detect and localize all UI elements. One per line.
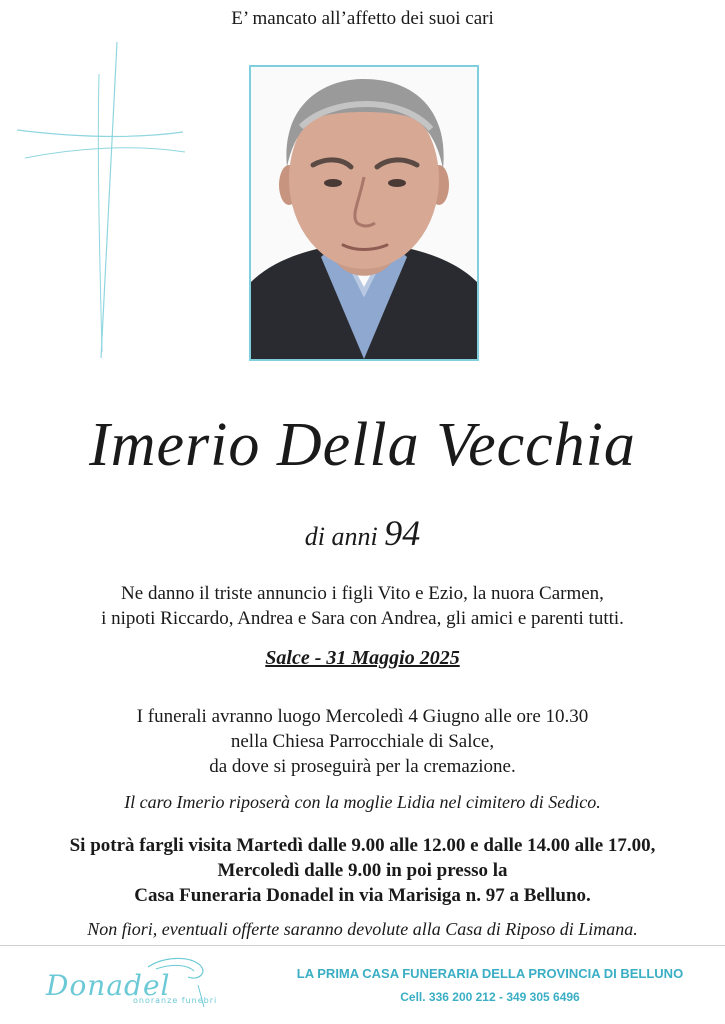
age-prefix: di anni [304, 522, 378, 551]
donadel-logo [38, 955, 218, 1015]
header-text: E’ mancato all’affetto dei suoi cari [231, 8, 494, 29]
age-value: 94 [384, 513, 421, 553]
age-line [0, 512, 725, 554]
announcement [0, 581, 725, 631]
cross-icon [15, 40, 190, 360]
burial-note: Il caro Imerio riposerà con la moglie Lidia nel cimitero di Sedico. [124, 792, 601, 812]
footer-tagline: LA PRIMA CASA FUNERARIA DELLA PROVINCIA DI BELLUNO [296, 966, 684, 981]
funeral-line: nella Chiesa Parrocchiale di Salce, [230, 731, 495, 752]
funeral-line: da dove si proseguirà per la cremazione. [209, 756, 516, 777]
funeral-line: I funerali avranno luogo Mercoledì 4 Giugno alle ore 10.30 [136, 706, 589, 727]
portrait-illustration [251, 67, 477, 359]
footer-divider [0, 945, 725, 946]
footer-phones: Cell. 336 200 212 - 349 305 6496 [400, 990, 580, 1004]
logo-subtitle: onoranze funebri [133, 996, 218, 1005]
visits-line: Mercoledì dalle 9.00 in poi presso la [217, 860, 508, 881]
place-date-text: Salce - 31 Maggio 2025 [265, 647, 460, 669]
logo-wordmark: Donadel [46, 969, 171, 1002]
visits-line: Si potrà fargli visita Martedì dalle 9.00 alle 12.00 e dalle 14.00 alle 17.00, [69, 835, 656, 856]
flowers-note: Non fiori, eventuali offerte saranno devolute alla Casa di Riposo di Limana. [87, 919, 638, 939]
deceased-name: Imerio Della Vecchia [89, 411, 636, 479]
announcement-line: i nipoti Riccardo, Andrea e Sara con Andrea, gli amici e parenti tutti. [101, 608, 624, 629]
funeral-info [0, 704, 725, 779]
visiting-hours [0, 833, 725, 908]
visits-line: Casa Funeraria Donadel in via Marisiga n. 97 a Belluno. [134, 885, 591, 906]
announcement-line: Ne danno il triste annuncio i figli Vito e Ezio, la nuora Carmen, [121, 583, 604, 604]
place-date [0, 647, 725, 670]
portrait-photo [249, 65, 479, 361]
